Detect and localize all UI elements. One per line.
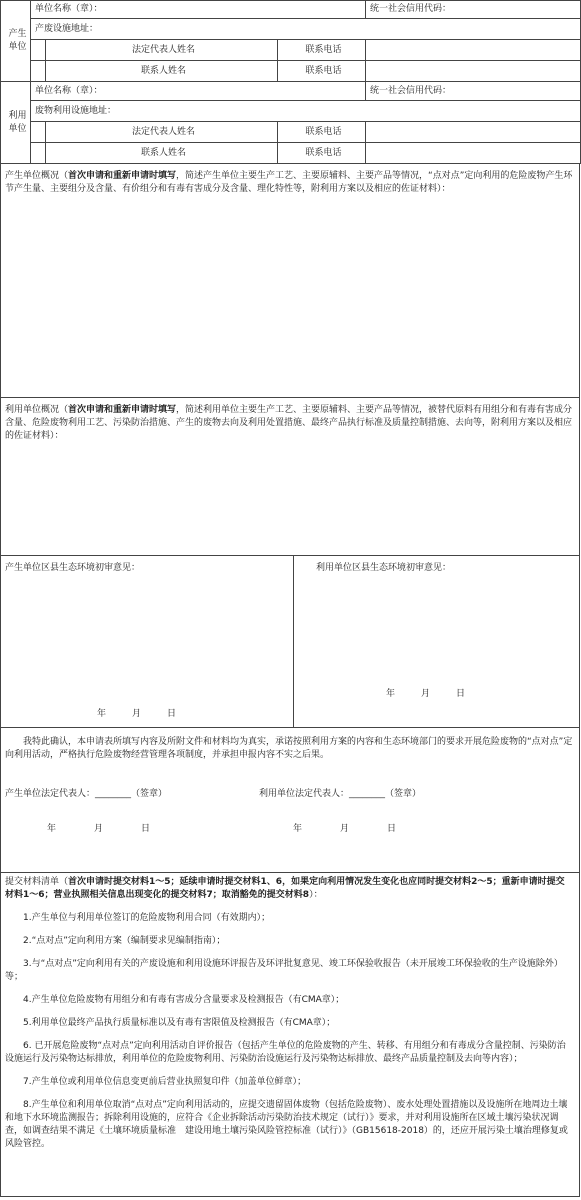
producer-overview-text: 产生单位概况（首次申请和重新申请时填写，简述产生单位主要生产工艺、主要原辅料、主要产品等情况，“点对点”定向利用的危险废物产生环节产生量、主要组分及含量、有价组分和有毒有害成分及含量、理化特性等，附利用方案以及相应的佐证材料）： [5, 171, 573, 194]
materials-item: 2.“点对点”定向利用方案（编制要求见编制指南）； [23, 936, 226, 946]
producer-rep-signature[interactable]: 产生单位法定代表人：________（签章） [5, 789, 168, 799]
user-overview-text: 利用单位概况（首次申请和重新申请时填写，简述利用单位主要生产工艺、主要原辅料、主要产品等情况，被替代原料有用组分和有毒有害成分含量、危险废物利用工艺、污染防治措施、产生的废物去向及利用处置措施、最终产品执行标准及质量控制措施、去向等，附利用方案以及相应的佐证材料）： [5, 405, 573, 441]
user-legal-rep-label: 法定代表人姓名 [46, 122, 278, 143]
indent-cell [31, 40, 46, 61]
producer-section-label: 产生 单位 [1, 1, 31, 82]
user-credit-code-label: 统一社会信用代码： [366, 82, 581, 101]
user-overview-box[interactable] [0, 398, 580, 556]
producer-phone-label-2: 联系电话 [278, 61, 366, 82]
indent-cell [31, 61, 46, 82]
user-section-label: 利用 单位 [1, 82, 31, 164]
user-opinion-box[interactable] [294, 556, 579, 727]
user-phone-value-2[interactable] [366, 143, 581, 164]
producer-phone-value-2[interactable] [366, 61, 581, 82]
declaration-text: 我特此确认，本申请表所填写内容及所附文件和材料均为真实，承诺按照利用方案的内容和生态环境部门的要求开展危险废物的“点对点”定向利用活动，严格执行危险废物经营管理各项制度，并承担申报内容不实之后果。 [5, 737, 573, 760]
user-unit-name-label: 单位名称（章）： [31, 82, 366, 101]
producer-opinion-label: 产生单位区县生态环境初审意见： [5, 563, 141, 573]
declaration-box [0, 728, 580, 873]
materials-item: 3.与“点对点”定向利用有关的产废设施和利用设施环评报告及环评批复意见、竣工环保验收报告（未开展竣工环保验收的生产设施除外）等； [5, 959, 563, 982]
indent-cell [31, 143, 46, 164]
user-phone-value-1[interactable] [366, 122, 581, 143]
producer-opinion-date: 年 月 日 [97, 709, 177, 719]
materials-item: 6. 已开展危险废物“点对点”定向利用活动自评价报告（包括产生单位的危险废物的产生、转移、有用组分和有毒成分含量控制、污染防治设施运行及污染物达标排放，利用单位的危险废物利用、污染防治设施运行及污染物达标排放、最终产品质量控制及去向等内容）； [5, 1041, 566, 1064]
user-contact-person-label: 联系人姓名 [46, 143, 278, 164]
user-opinion-date: 年 月 日 [386, 689, 466, 699]
producer-unit-name-label: 单位名称（章）： [31, 1, 366, 19]
producer-legal-rep-label: 法定代表人姓名 [46, 40, 278, 61]
unit-info-table [0, 0, 581, 164]
materials-item: 5.利用单位最终产品执行质量标准以及有毒有害限值及检测报告（有CMA章）； [23, 1018, 336, 1028]
producer-phone-label-1: 联系电话 [278, 40, 366, 61]
user-rep-signature[interactable]: 利用单位法定代表人：________（签章） [259, 789, 422, 799]
user-rep-date: 年 月 日 [293, 824, 397, 834]
producer-phone-value-1[interactable] [366, 40, 581, 61]
user-phone-label-2: 联系电话 [278, 143, 366, 164]
user-phone-label-1: 联系电话 [278, 122, 366, 143]
producer-contact-person-label: 联系人姓名 [46, 61, 278, 82]
materials-item: 1.产生单位与利用单位签订的危险废物利用合同（有效期内）； [23, 913, 271, 923]
producer-overview-box[interactable] [0, 164, 580, 398]
producer-rep-date: 年 月 日 [47, 824, 151, 834]
materials-list-box [0, 873, 580, 1197]
materials-item: 7.产生单位或利用单位信息变更前后营业执照复印件（加盖单位鲜章）； [23, 1077, 307, 1087]
materials-title: 提交材料清单（首次申请时提交材料1～5；延续申请时提交材料1、6，如果定向利用情况发生变化也应同时提交材料2～5；重新申请时提交材料1～6；营业执照相关信息出现变化的提交材料7；取消豁免的提交材料8）： [5, 877, 565, 900]
producer-opinion-box[interactable] [1, 556, 294, 727]
materials-item: 8.产生单位和利用单位取消“点对点”定向利用活动的，应提交遗留固体废物（包括危险废物）、废水处理处置措施以及设施所在地周边土壤和地下水环境监测报告；拆除利用设施的，应符合《企业拆除活动污染防治技术规定（试行）》要求，并对利用设施所在区域土壤污染状况调查，如调查结果不满足《土壤环境质量标准 建设用地土壤污染风险管控标准（试行）》（GB15618-2018）的，还应开展污染土壤治理修复或风险管控。 [5, 1100, 568, 1149]
indent-cell [31, 122, 46, 143]
user-opinion-label: 利用单位区县生态环境初审意见： [316, 563, 452, 573]
materials-item: 4.产生单位危险废物有用组分和有毒有害成分含量要求及检测报告（有CMA章）； [23, 995, 345, 1005]
producer-facility-address-label: 产废设施地址： [31, 19, 581, 40]
producer-credit-code-label: 统一社会信用代码： [366, 1, 581, 19]
user-facility-address-label: 废物利用设施地址： [31, 101, 581, 122]
opinions-row [0, 556, 580, 728]
